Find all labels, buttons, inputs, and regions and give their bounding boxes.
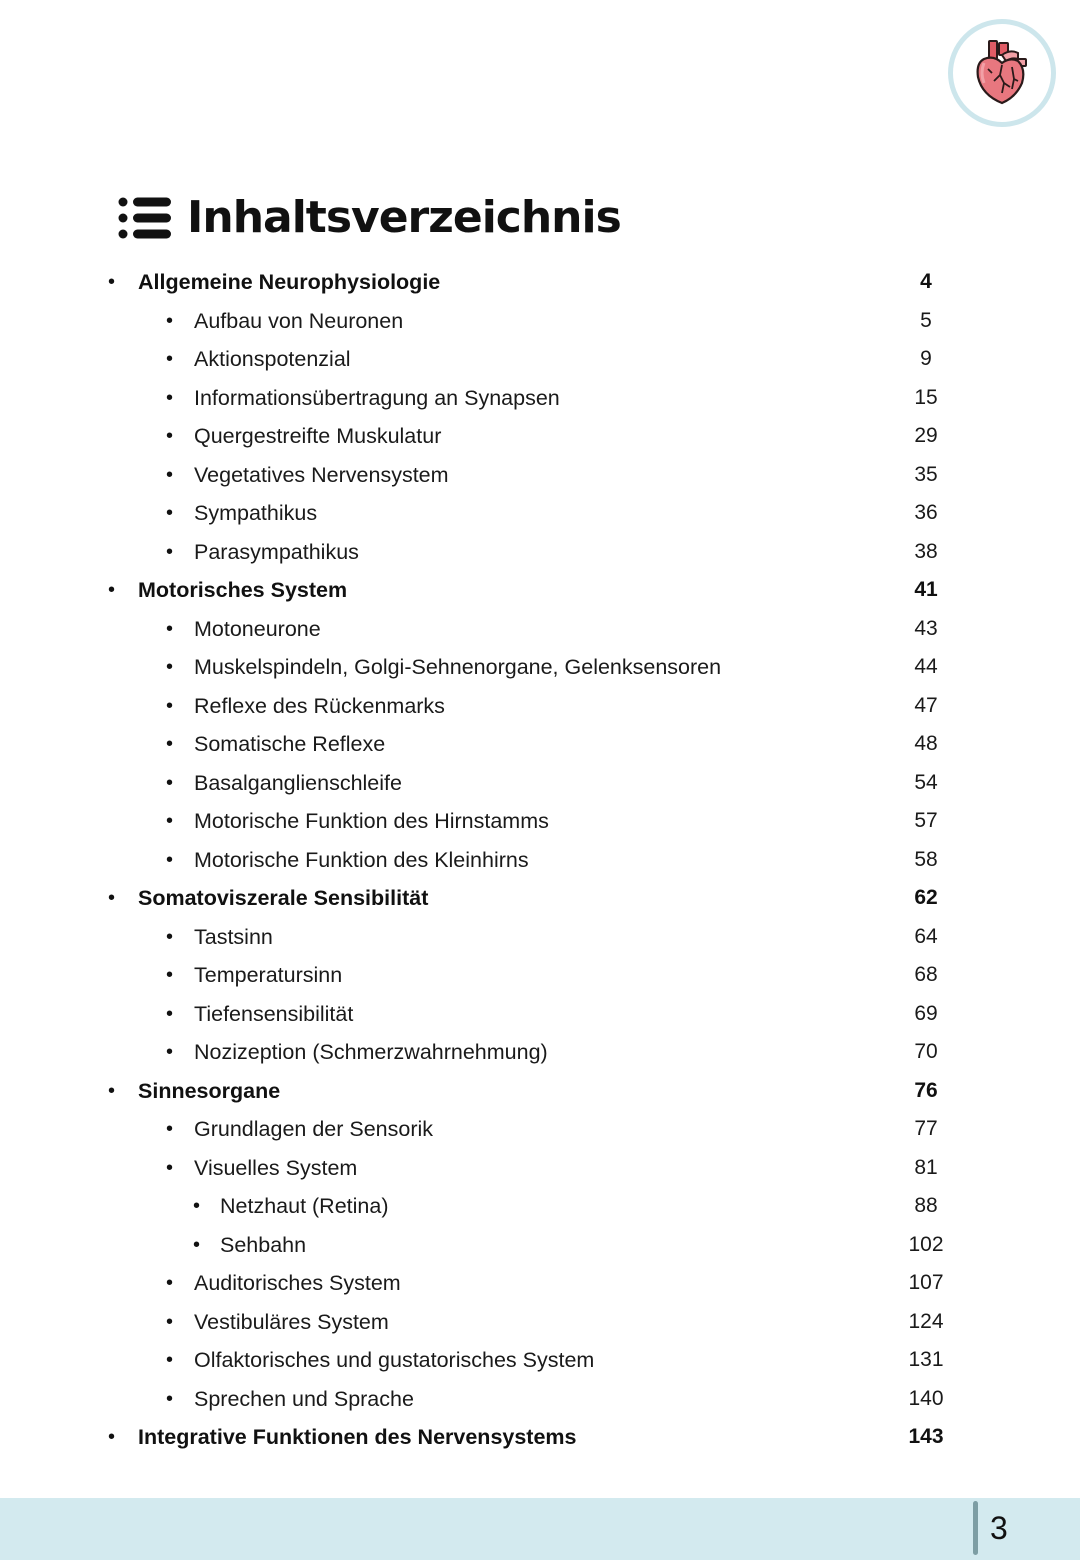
toc-section[interactable] (0, 841, 1080, 879)
toc-entry-page: 107 (908, 1271, 944, 1294)
toc-entry-page: 44 (914, 655, 938, 678)
toc-entry-page: 124 (908, 1309, 944, 1333)
bullet-icon: • (166, 386, 174, 409)
toc-entry-page: 143 (908, 1425, 944, 1448)
toc-section[interactable] (0, 918, 1080, 956)
toc-entry-title: Motoneurone (194, 616, 321, 641)
toc-entry-title: Integrative Funktionen des Nervensystems (138, 1425, 577, 1449)
bullet-icon: • (166, 425, 174, 447)
toc-entry-page: 41 (914, 578, 938, 601)
toc-entry-title: Basalganglienschleife (194, 770, 402, 795)
toc-section[interactable] (0, 1110, 1080, 1148)
footer-bar (0, 1498, 1080, 1560)
bullet-icon: • (108, 1079, 116, 1102)
toc-entry-title: Somatoviszerale Sensibilität (138, 886, 429, 910)
toc-entry-page: 68 (914, 963, 938, 986)
toc-entry-page: 36 (914, 501, 938, 524)
toc-entry-page: 64 (914, 924, 938, 948)
bullet-icon: • (166, 1272, 174, 1294)
toc-entry-page: 9 (920, 347, 932, 370)
toc-section[interactable] (0, 417, 1080, 455)
bullet-icon: • (166, 810, 174, 832)
toc-entry-page: 102 (908, 1232, 944, 1256)
bullet-icon: • (108, 1426, 116, 1448)
toc-entry-title: Motorische Funktion des Kleinhirns (194, 847, 529, 872)
toc-section[interactable] (0, 1380, 1080, 1418)
bullet-icon: • (166, 1041, 174, 1063)
toc-entry-title: Motorische Funktion des Hirnstamms (194, 809, 549, 833)
list-icon (117, 195, 173, 241)
toc-entry-title: Auditorisches System (194, 1271, 401, 1295)
bullet-icon: • (166, 1118, 174, 1140)
toc-section[interactable] (0, 1033, 1080, 1071)
toc-chapter[interactable] (0, 879, 1080, 917)
toc-section[interactable] (0, 725, 1080, 763)
footer-divider (973, 1501, 978, 1555)
toc-section[interactable] (0, 340, 1080, 378)
toc-section[interactable] (0, 764, 1080, 802)
toc-entry-page: 38 (914, 539, 938, 563)
toc-entry-title: Sympathikus (194, 501, 318, 525)
toc-section[interactable] (0, 687, 1080, 725)
bullet-icon: • (166, 502, 174, 524)
bullet-icon: • (166, 771, 174, 794)
bullet-icon: • (166, 964, 174, 986)
bullet-icon: • (166, 848, 174, 871)
toc-entry-page: 58 (914, 847, 938, 871)
toc-entry-title: Muskelspindeln, Golgi-Sehnenorgane, Gelenksensoren (194, 655, 722, 679)
toc-entry-page: 81 (914, 1155, 938, 1179)
bullet-icon: • (166, 617, 174, 640)
toc-entry-page: 54 (914, 770, 938, 794)
toc-entry-title: Aktionspotenzial (194, 347, 351, 371)
toc-entry-title: Netzhaut (Retina) (220, 1194, 389, 1218)
bullet-icon: • (166, 1387, 174, 1410)
toc-entry-page: 47 (914, 693, 938, 717)
bullet-icon: • (166, 540, 174, 563)
bullet-icon: • (193, 1195, 201, 1217)
bullet-icon: • (166, 694, 174, 717)
toc-section[interactable] (0, 379, 1080, 417)
toc-section[interactable] (0, 995, 1080, 1033)
toc-entry-page: 88 (914, 1194, 938, 1217)
toc-entry-title: Grundlagen der Sensorik (194, 1117, 434, 1141)
toc-entry-title: Quergestreifte Muskulatur (194, 424, 442, 448)
toc-entry-page: 43 (914, 616, 938, 640)
toc-subsection[interactable] (0, 1226, 1080, 1264)
bullet-icon: • (166, 733, 174, 755)
toc-subsection[interactable] (0, 1187, 1080, 1225)
toc-entry-title: Vestibuläres System (194, 1309, 389, 1334)
toc-chapter[interactable] (0, 263, 1080, 301)
toc-entry-page: 5 (920, 308, 932, 332)
toc-section[interactable] (0, 956, 1080, 994)
bullet-icon: • (108, 271, 116, 293)
toc-section[interactable] (0, 533, 1080, 571)
toc-entry-title: Informationsübertragung an Synapsen (194, 385, 560, 410)
toc-entry-title: Vegetatives Nervensystem (194, 462, 449, 487)
toc-entry-title: Parasympathikus (194, 539, 359, 564)
bullet-icon: • (193, 1233, 201, 1256)
bullet-icon: • (108, 579, 116, 601)
toc-entry-page: 70 (914, 1040, 938, 1063)
toc-section[interactable] (0, 610, 1080, 648)
toc-entry-page: 35 (914, 462, 938, 486)
toc-entry-page: 15 (914, 385, 938, 409)
footer-page-number: 3 (990, 1510, 1008, 1546)
toc-entry-title: Tiefensensibilität (194, 1001, 354, 1026)
bullet-icon: • (166, 1156, 174, 1179)
toc-section[interactable] (0, 648, 1080, 686)
toc-entry-page: 4 (920, 270, 932, 293)
bullet-icon: • (166, 463, 174, 486)
toc-entry-page: 77 (914, 1117, 938, 1140)
toc-section[interactable] (0, 1264, 1080, 1302)
toc-entry-title: Visuelles System (194, 1155, 358, 1180)
toc-entry-page: 69 (914, 1001, 938, 1025)
toc-entry-title: Temperatursinn (194, 963, 343, 987)
toc-entry-title: Tastsinn (194, 924, 273, 949)
bullet-icon: • (166, 925, 174, 948)
toc-section[interactable] (0, 456, 1080, 494)
toc-entry-page: 29 (914, 424, 938, 447)
page-title-row (117, 188, 621, 248)
toc-entry-page: 76 (914, 1078, 938, 1102)
bullet-icon: • (166, 1349, 174, 1371)
toc-entry-page: 62 (914, 886, 938, 909)
toc-entry-title: Allgemeine Neurophysiologie (138, 270, 441, 294)
toc-chapter[interactable] (0, 1072, 1080, 1110)
toc-section[interactable] (0, 1341, 1080, 1379)
toc-chapter[interactable] (0, 1418, 1080, 1456)
toc-entry-title: Somatische Reflexe (194, 732, 386, 756)
toc-chapter[interactable] (0, 571, 1080, 609)
toc-entry-page: 131 (908, 1348, 944, 1371)
bullet-icon: • (166, 348, 174, 370)
toc-section[interactable] (0, 802, 1080, 840)
toc-entry-title: Reflexe des Rückenmarks (194, 693, 445, 718)
toc-entry-page: 140 (908, 1386, 944, 1410)
toc-entry-title: Sinnesorgane (138, 1078, 281, 1103)
toc-section[interactable] (0, 1303, 1080, 1341)
toc-entry-title: Aufbau von Neuronen (194, 308, 404, 333)
toc-entry-title: Motorisches System (138, 578, 348, 602)
bullet-icon: • (166, 1002, 174, 1025)
toc-entry-title: Olfaktorisches und gustatorisches System (194, 1348, 595, 1372)
toc-section[interactable] (0, 494, 1080, 532)
anatomical-heart-icon (972, 39, 1032, 107)
toc-entry-title: Sprechen und Sprache (194, 1386, 414, 1411)
bullet-icon: • (166, 656, 174, 678)
toc-entry-title: Nozizeption (Schmerzwahrnehmung) (194, 1040, 548, 1064)
toc-section[interactable] (0, 1149, 1080, 1187)
toc-entry-page: 57 (914, 809, 938, 832)
logo-badge (948, 19, 1056, 127)
page-title: Inhaltsverzeichnis (187, 192, 621, 243)
toc-entry-page: 48 (914, 732, 938, 755)
bullet-icon: • (108, 887, 116, 909)
bullet-icon: • (166, 309, 174, 332)
bullet-icon: • (166, 1310, 174, 1333)
toc-section[interactable] (0, 302, 1080, 340)
toc-entry-title: Sehbahn (220, 1232, 307, 1257)
